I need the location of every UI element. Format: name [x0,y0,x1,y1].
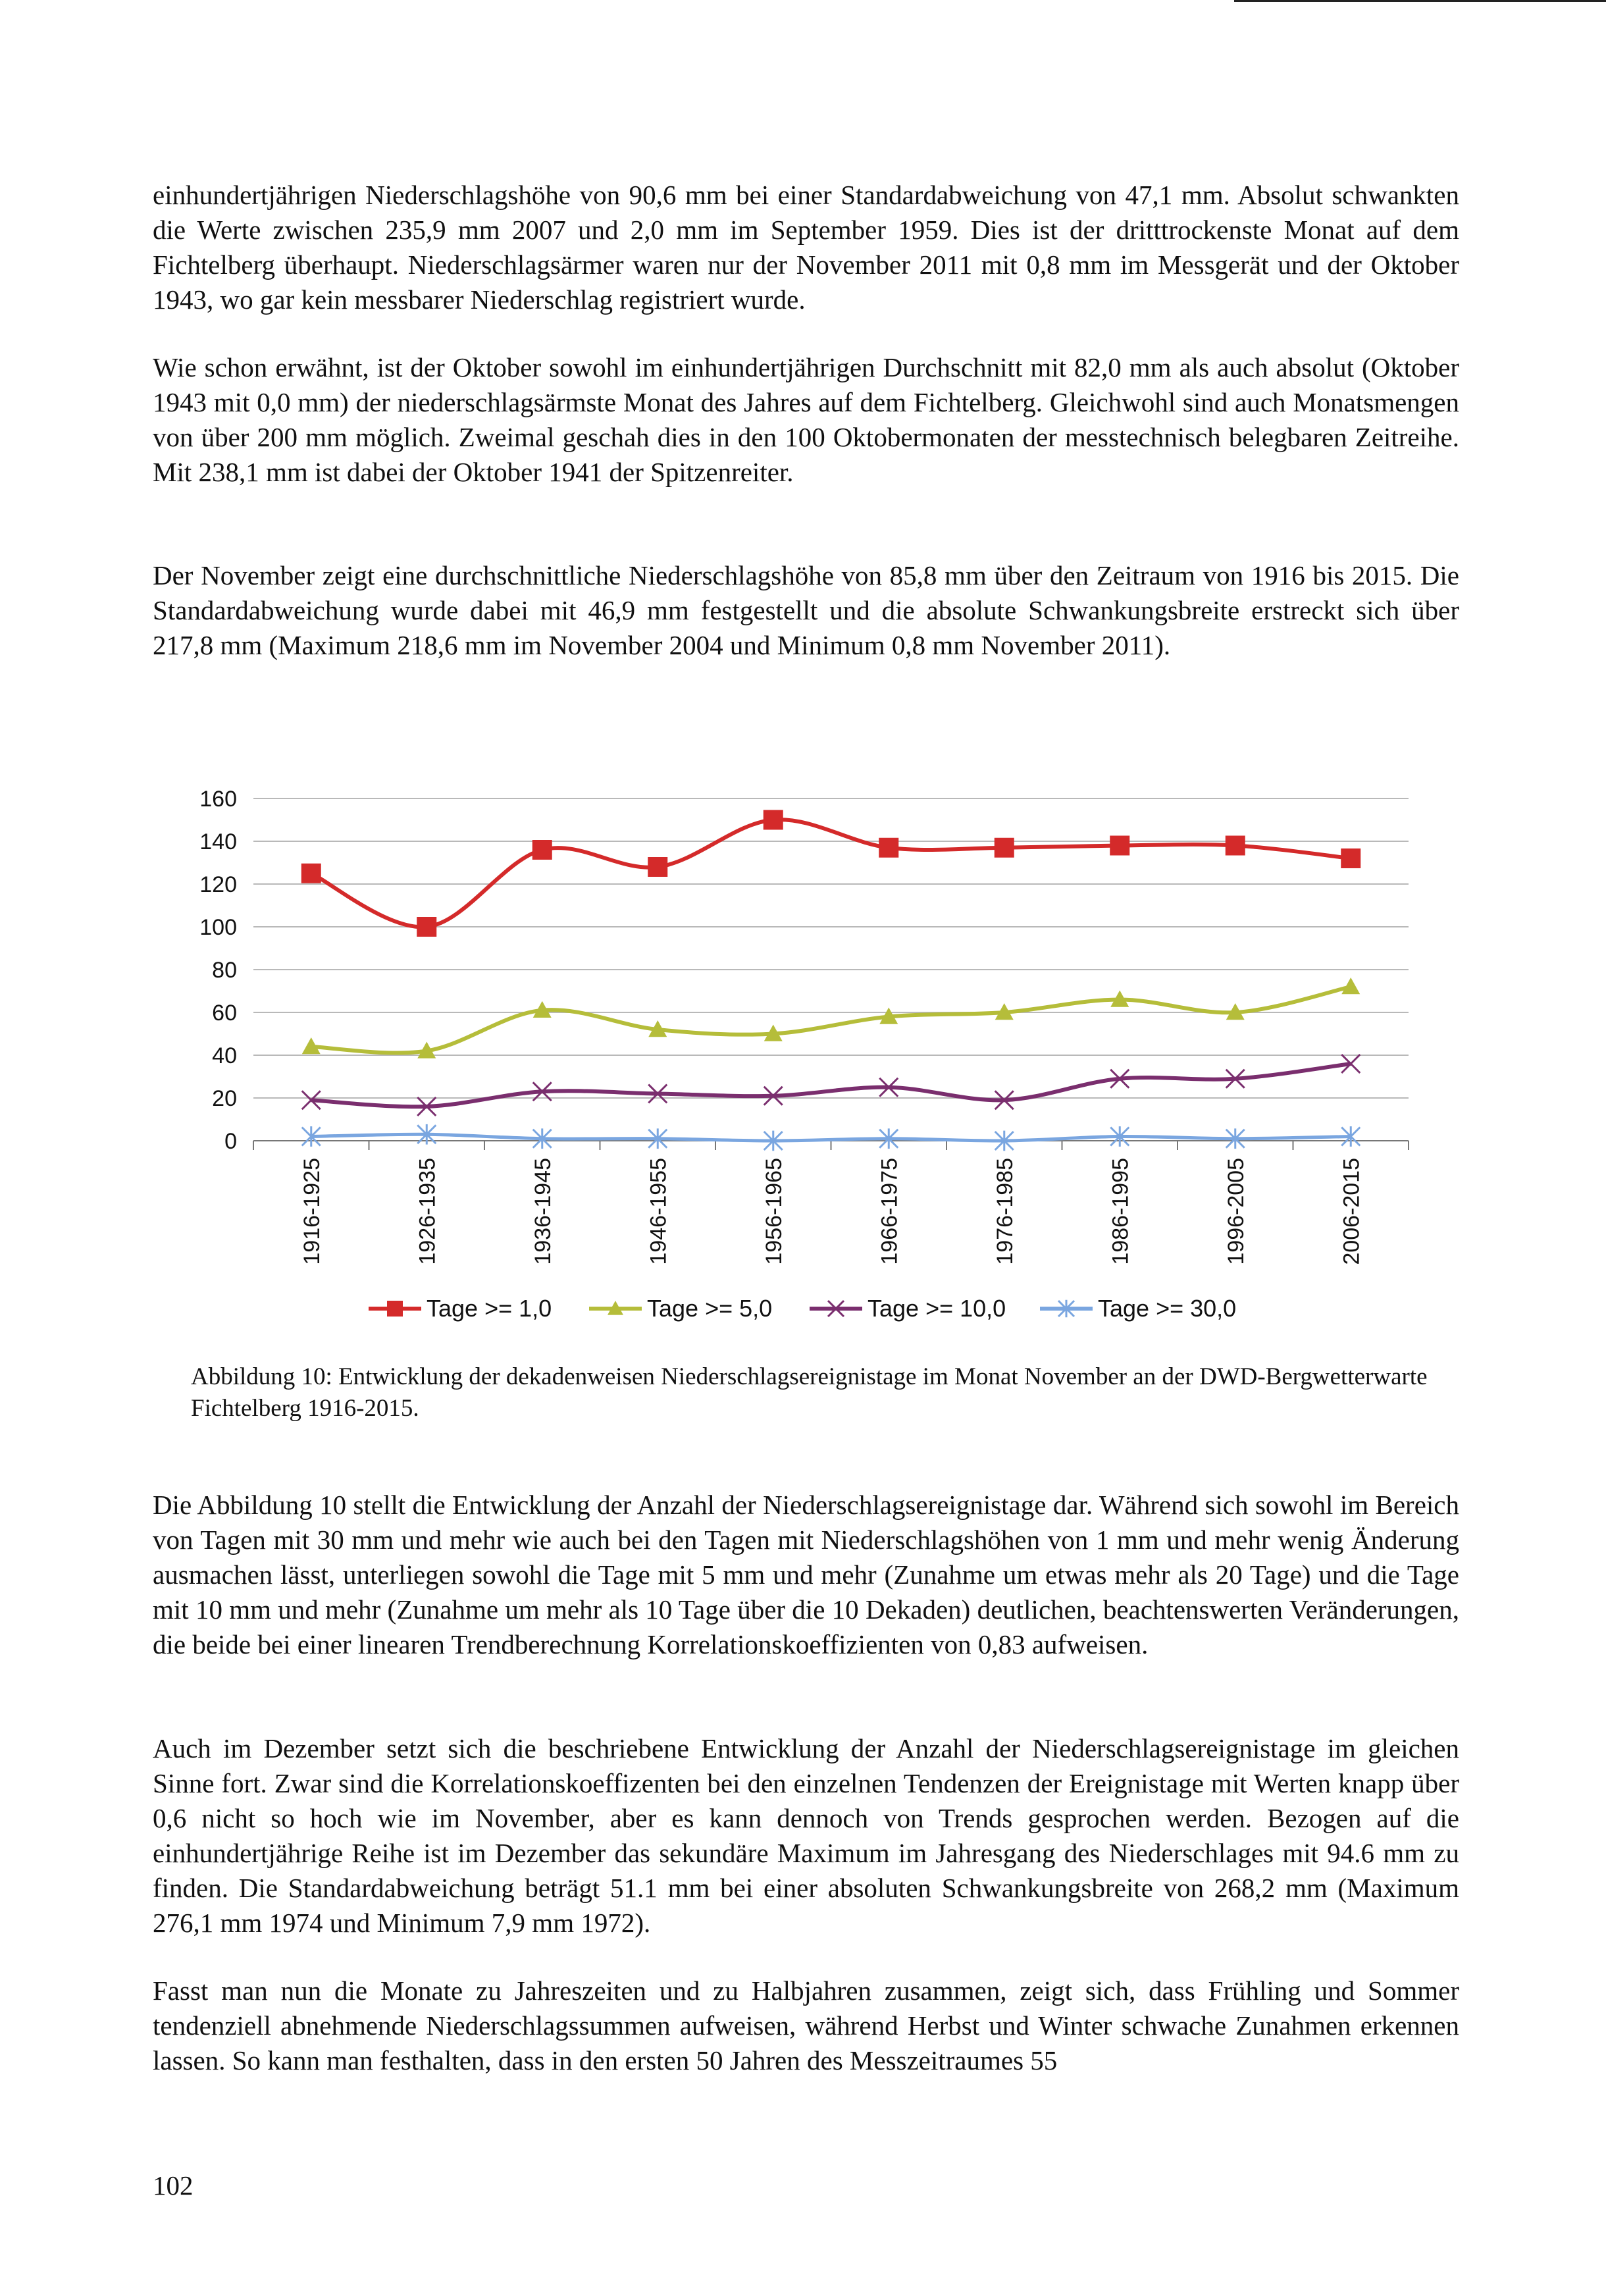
series-line-2 [311,987,1351,1053]
paragraph-2 [153,350,1459,490]
legend-label: Tage >= 5,0 [647,1295,773,1322]
x-tick-label: 1946-1955 [646,1158,671,1265]
y-tick-label: 60 [212,1001,237,1026]
series-line-3 [311,1064,1351,1107]
data-point-series-1 [301,864,321,883]
x-tick-label: 1976-1985 [992,1158,1018,1265]
data-point-series-1 [1341,848,1360,868]
y-tick-label: 0 [224,1129,237,1154]
y-tick-label: 20 [212,1086,237,1111]
paragraph-text: Fasst man nun die Monate zu Jahreszeiten und zu Halbjahren zusammen, zeigt sich, dass Frühling und Sommer tendenziell abnehmende Niederschlagssummen aufweisen, während Herbst und Winter schwache Zunahmen erkennen lassen. So kann man festhalten, dass in den ersten 50 Jahren des Messzeitraumes 55 [153,1975,1459,2075]
legend-label: Tage >= 1,0 [427,1295,552,1322]
y-tick-label: 120 [199,872,237,897]
data-point-series-1 [648,857,667,877]
line-chart [178,770,1428,1349]
paragraph-5 [153,1731,1459,1941]
x-tick-label: 2006-2015 [1339,1158,1364,1265]
legend-label: Tage >= 10,0 [868,1295,1006,1322]
x-tick-label: 1986-1995 [1108,1158,1133,1265]
header-rule [1234,0,1606,2]
data-point-series-1 [1110,836,1129,856]
x-tick-label: 1936-1945 [530,1158,556,1265]
series-line-1 [311,820,1351,927]
y-tick-label: 160 [199,787,237,812]
paragraph-6 [153,1973,1459,2078]
data-point-series-1 [532,840,552,860]
legend-label: Tage >= 30,0 [1098,1295,1237,1322]
y-tick-label: 80 [212,958,237,983]
data-point-series-1 [995,838,1014,858]
data-point-series-1 [764,810,783,830]
data-point-series-1 [1226,836,1245,856]
paragraph-1 [153,178,1459,317]
paragraph-3 [153,558,1459,663]
paragraph-4 [153,1488,1459,1662]
data-point-series-1 [879,838,898,858]
y-tick-label: 100 [199,915,237,940]
x-tick-label: 1916-1925 [299,1158,324,1265]
x-tick-label: 1926-1935 [415,1158,440,1265]
y-tick-label: 40 [212,1043,237,1068]
x-tick-label: 1996-2005 [1223,1158,1249,1265]
page-number: 102 [153,2170,194,2201]
paragraph-text: Auch im Dezember setzt sich die beschriebene Entwicklung der Anzahl der Niederschlagsereignistage im gleichen Sinne fort. Zwar sind die Korrelationskoeffizenten bei den einzelnen Tendenzen der Ereignistage mit Werten knapp über 0,6 nicht so hoch wie im November, aber es kann dennoch von Trends gesprochen werden. Bezogen auf die einhundertjährige Reihe ist im Dezember das sekundäre Maximum im Jahresgang des Niederschlages mit 94.6 mm zu finden. Die Standardabweichung beträgt 51.1 mm bei einer absoluten Schwankungsbreite von 268,2 mm (Maximum 276,1 mm 1974 und Minimum 7,9 mm 1972). [153,1733,1459,1938]
x-tick-label: 1956-1965 [761,1158,787,1265]
paragraph-text: einhundertjährigen Niederschlagshöhe von 90,6 mm bei einer Standardabweichung von 47,1 mm. Absolut schwankten die Werte zwischen 235,9 mm 2007 und 2,0 mm im September 1959. Dies ist der dritttrockenste Monat auf dem Fichtelberg überhaupt. Niederschlagsärmer waren nur der November 2011 mit 0,8 mm im Messgerät und der Oktober 1943, wo gar kein messbarer Niederschlag registriert wurde. [153,180,1459,315]
paragraph-text: Die Abbildung 10 stellt die Entwicklung der Anzahl der Niederschlagsereignistage dar. Während sich sowohl im Bereich von Tagen mit 30 mm und mehr wie auch bei den Tagen mit Niederschlagshöhen von 1 mm und mehr wenig Änderung ausmachen lässt, unterliegen sowohl die Tage mit 5 mm und mehr (Zunahme um etwas mehr als 20 Tage) und die Tage mit 10 mm und mehr (Zunahme um mehr als 10 Tage über die 10 Dekaden) deutlichen, beachtenswerten Veränderungen, die beide bei einer linearen Trendberechnung Korrelationskoeffizienten von 0,83 aufweisen. [153,1490,1459,1659]
series-line-4 [311,1134,1351,1141]
figure-caption: Abbildung 10: Entwicklung der dekadenweisen Niederschlagsereignistage im Monat November an der DWD-Bergwetterwarte Fichtelberg 1916-2015. [191,1363,1428,1422]
paragraph-text: Der November zeigt eine durchschnittliche Niederschlagshöhe von 85,8 mm über den Zeitraum von 1916 bis 2015. Die Standardabweichung wurde dabei mit 46,9 mm festgestellt und die absolute Schwankungsbreite erstreckt sich über 217,8 mm (Maximum 218,6 mm im November 2004 und Minimum 0,8 mm November 2011). [153,560,1459,660]
y-tick-label: 140 [199,829,237,854]
paragraph-text: Wie schon erwähnt, ist der Oktober sowohl im einhundertjährigen Durchschnitt mit 82,0 mm als auch absolut (Oktober 1943 mit 0,0 mm) der niederschlagsärmste Monat des Jahres auf dem Fichtelberg. Gleichwohl sind auch Monatsmengen von über 200 mm möglich. Zweimal geschah dies in den 100 Oktobermonaten der messtechnisch belegbaren Zeitreihe. Mit 238,1 mm ist dabei der Oktober 1941 der Spitzenreiter. [153,352,1459,487]
data-point-series-1 [417,917,436,937]
x-tick-label: 1966-1975 [877,1158,902,1265]
legend-marker [387,1301,403,1317]
data-point-series-2 [1341,978,1360,994]
